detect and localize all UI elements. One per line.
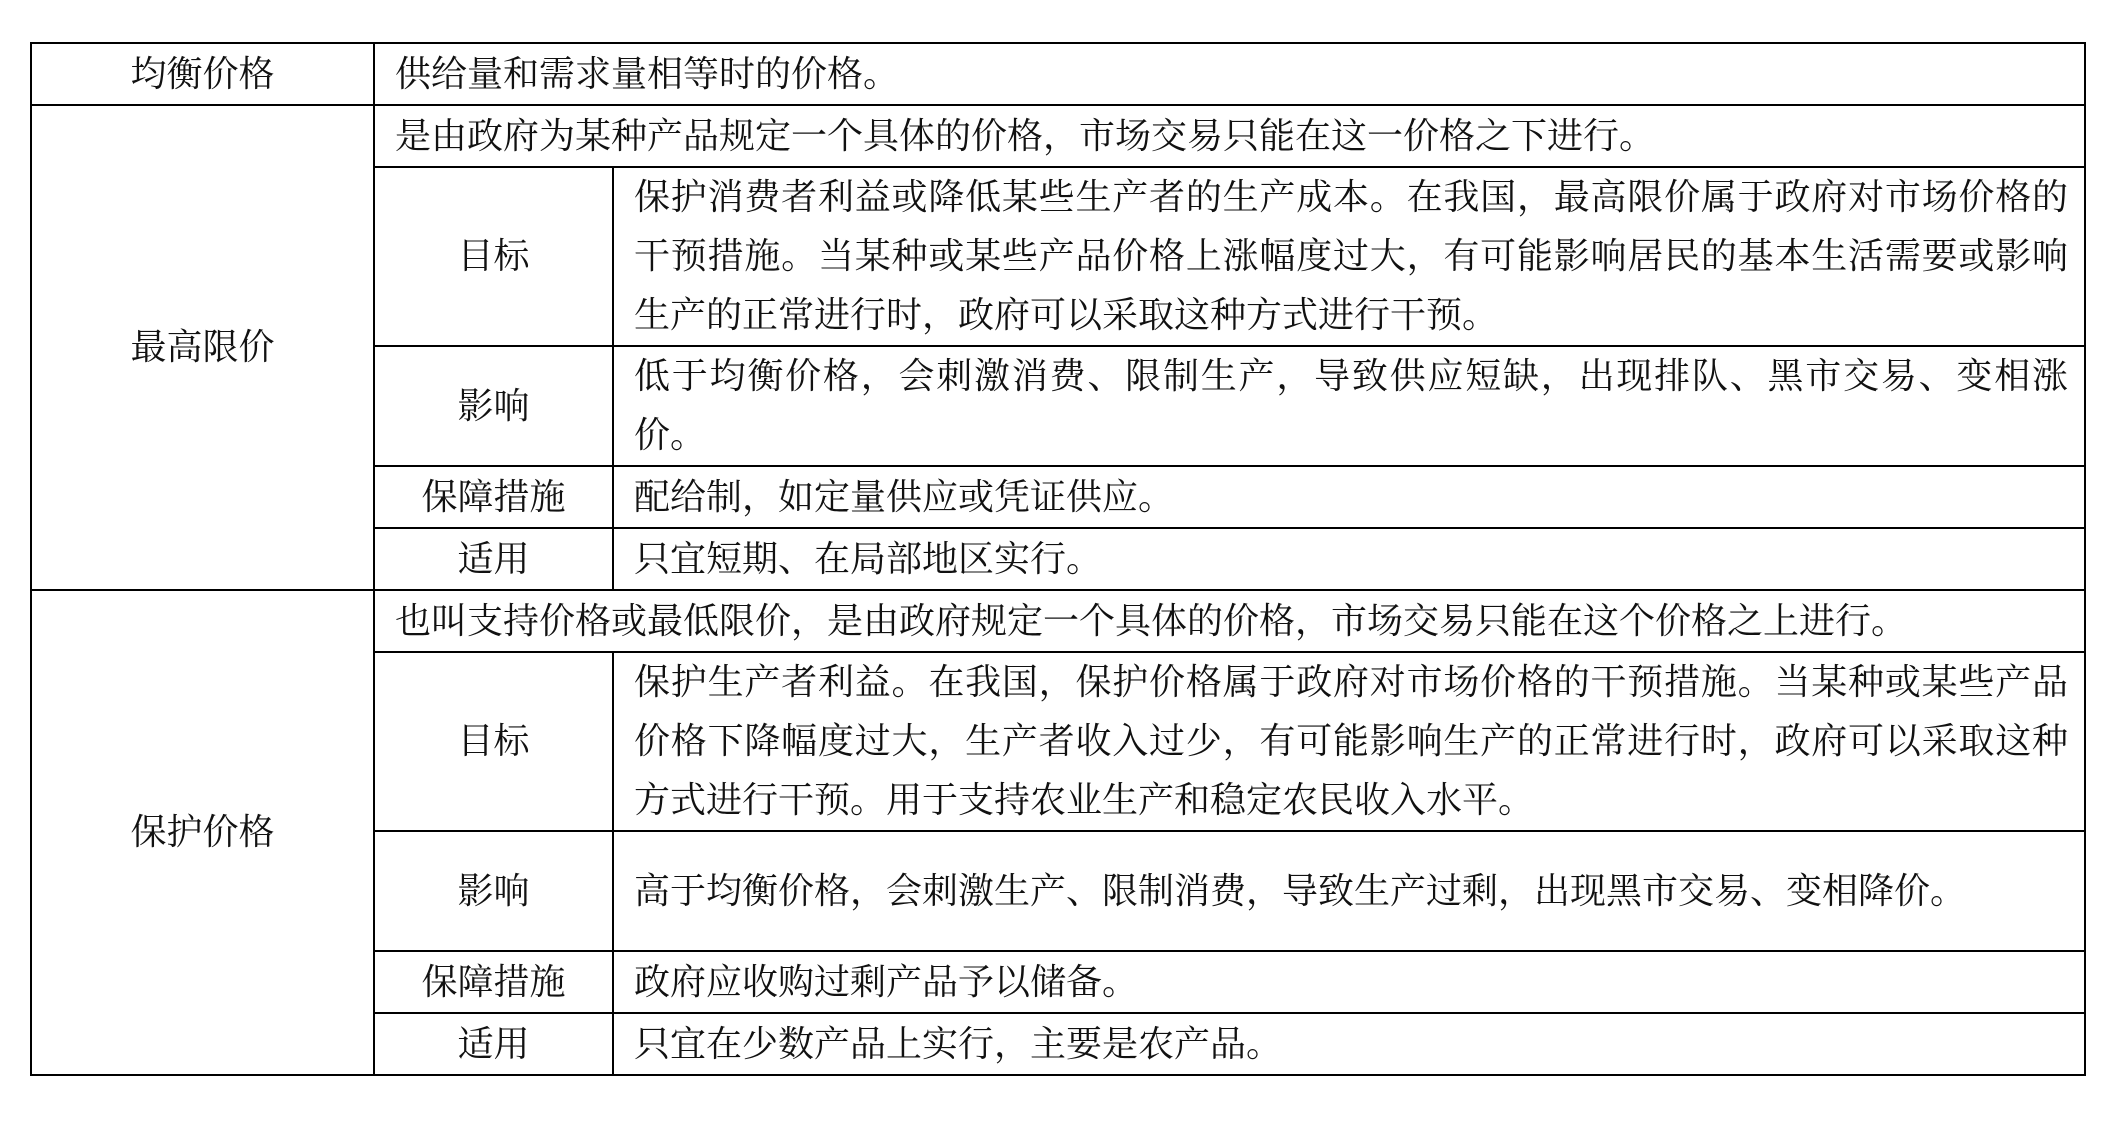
text-floor-scope: 只宜在少数产品上实行，主要是农产品。 (613, 1013, 2085, 1075)
text-ceiling-impact: 低于均衡价格，会刺激消费、限制生产，导致供应短缺，出现排队、黑市交易、变相涨价。 (613, 346, 2085, 466)
label-floor-scope: 适用 (374, 1013, 613, 1075)
text-ceiling-measures: 配给制，如定量供应或凭证供应。 (613, 466, 2085, 528)
term-ceiling: 最高限价 (31, 105, 374, 590)
term-equilibrium: 均衡价格 (31, 43, 374, 105)
label-floor-impact: 影响 (374, 831, 613, 951)
definition-equilibrium: 供给量和需求量相等时的价格。 (374, 43, 2085, 105)
table-row-floor-definition (31, 590, 2085, 652)
label-ceiling-scope: 适用 (374, 528, 613, 590)
table-row-equilibrium (31, 43, 2085, 105)
term-floor: 保护价格 (31, 590, 374, 1075)
label-ceiling-goal: 目标 (374, 167, 613, 346)
definition-floor: 也叫支持价格或最低限价，是由政府规定一个具体的价格，市场交易只能在这个价格之上进行。 (374, 590, 2085, 652)
text-floor-goal: 保护生产者利益。在我国，保护价格属于政府对市场价格的干预措施。当某种或某些产品价格下降幅度过大，生产者收入过少，有可能影响生产的正常进行时，政府可以采取这种方式进行干预。用于支持农业生产和稳定农民收入水平。 (613, 652, 2085, 831)
table-row-ceiling-definition (31, 105, 2085, 167)
label-floor-measures: 保障措施 (374, 951, 613, 1013)
definition-ceiling: 是由政府为某种产品规定一个具体的价格，市场交易只能在这一价格之下进行。 (374, 105, 2085, 167)
label-ceiling-impact: 影响 (374, 346, 613, 466)
text-ceiling-scope: 只宜短期、在局部地区实行。 (613, 528, 2085, 590)
price-concepts-table (30, 42, 2086, 1076)
label-floor-goal: 目标 (374, 652, 613, 831)
text-floor-measures: 政府应收购过剩产品予以储备。 (613, 951, 2085, 1013)
text-ceiling-goal: 保护消费者利益或降低某些生产者的生产成本。在我国，最高限价属于政府对市场价格的干预措施。当某种或某些产品价格上涨幅度过大，有可能影响居民的基本生活需要或影响生产的正常进行时，政府可以采取这种方式进行干预。 (613, 167, 2085, 346)
label-ceiling-measures: 保障措施 (374, 466, 613, 528)
text-floor-impact: 高于均衡价格，会刺激生产、限制消费，导致生产过剩，出现黑市交易、变相降价。 (613, 831, 2085, 951)
